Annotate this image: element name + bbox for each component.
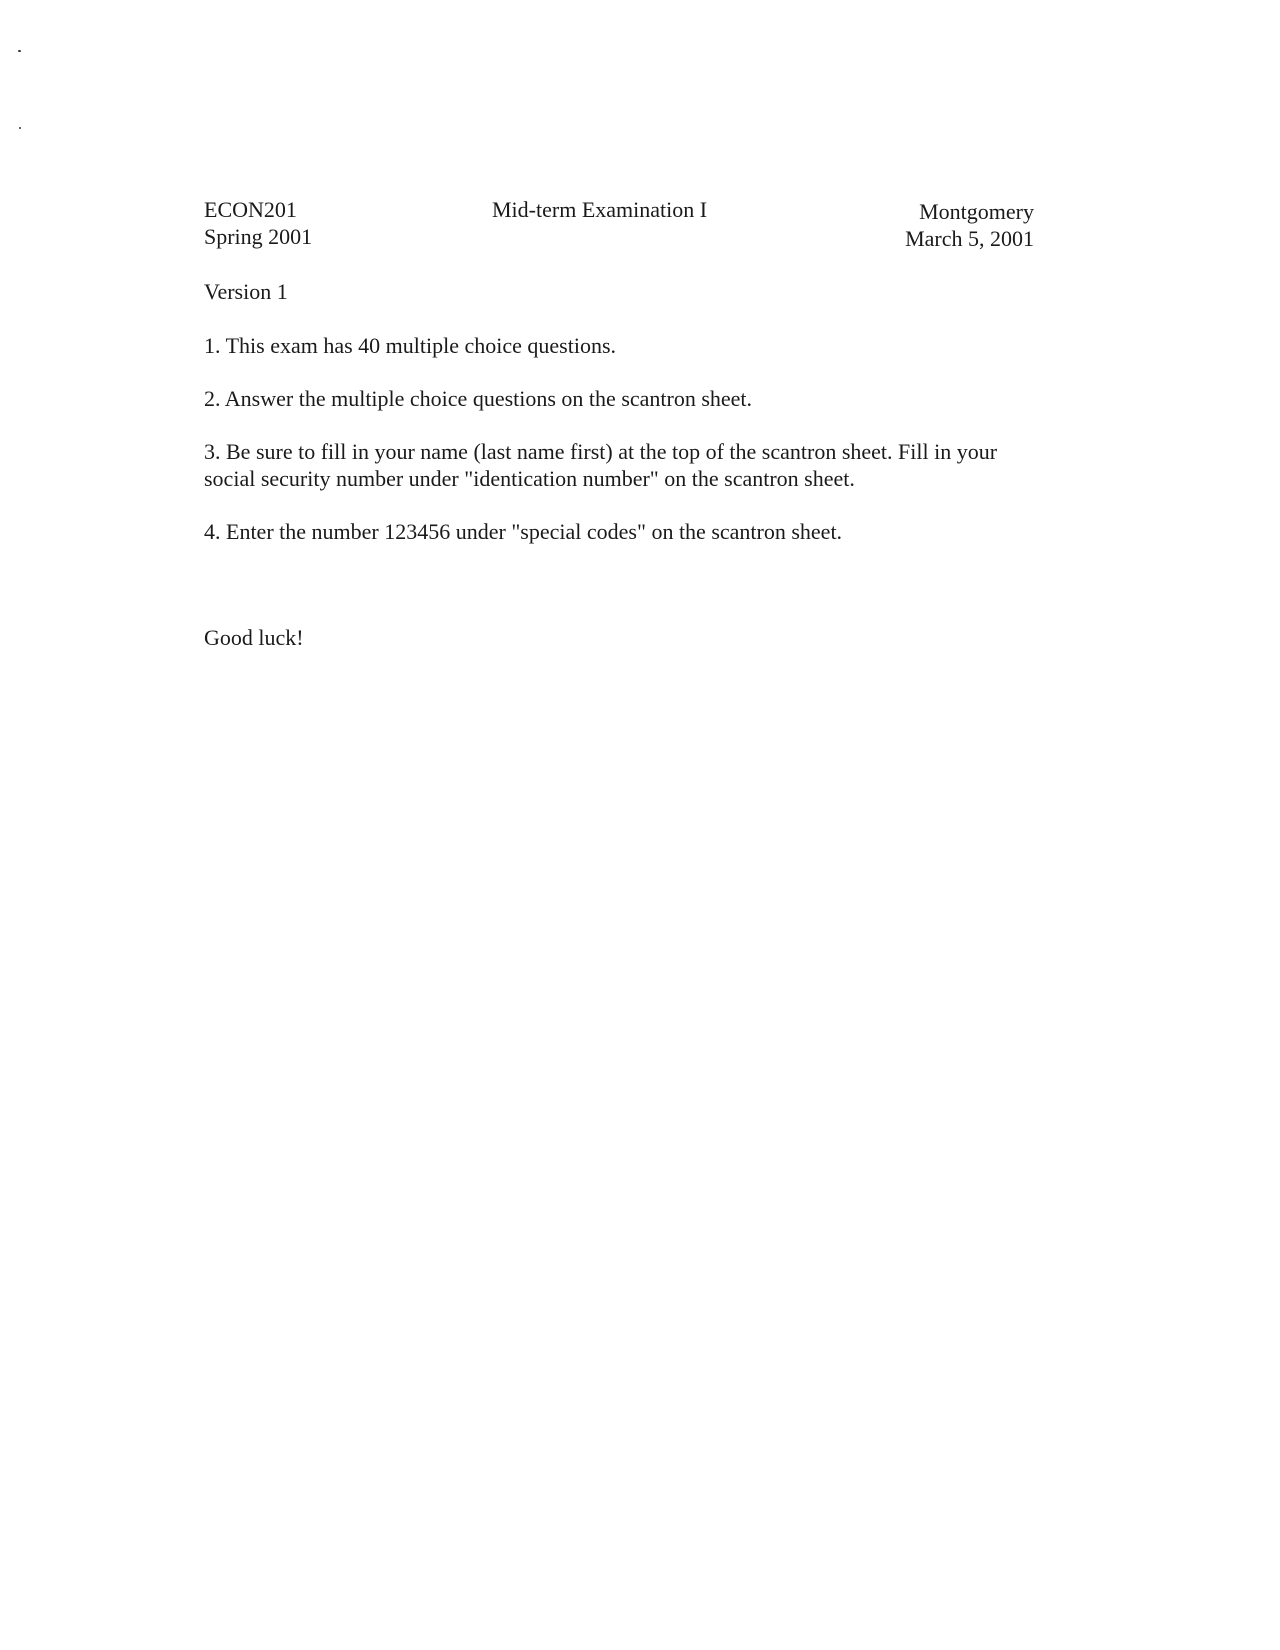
- course-term: Spring 2001: [204, 224, 313, 249]
- instruction-2: 2. Answer the multiple choice questions on the scantron sheet.: [204, 386, 753, 411]
- scan-speck: [19, 127, 21, 129]
- closing-message: Good luck!: [204, 625, 304, 650]
- scan-speck: [18, 50, 21, 52]
- course-code: ECON201: [204, 197, 297, 222]
- instruction-3: 3. Be sure to fill in your name (last name first) at the top of the scantron sheet. Fill in your social security number under "identication number" on the scantron sheet.: [204, 439, 998, 491]
- exam-title: Mid-term Examination I: [492, 197, 708, 222]
- exam-version: Version 1: [204, 279, 288, 304]
- instruction-1: 1. This exam has 40 multiple choice questions.: [204, 333, 617, 358]
- header-course-block: [204, 196, 312, 250]
- instruction-4: 4. Enter the number 123456 under "special codes" on the scantron sheet.: [204, 519, 843, 544]
- header-instructor-block: [905, 198, 1034, 252]
- exam-date: March 5, 2001: [905, 226, 1034, 251]
- instructor-name: Montgomery: [919, 199, 1034, 224]
